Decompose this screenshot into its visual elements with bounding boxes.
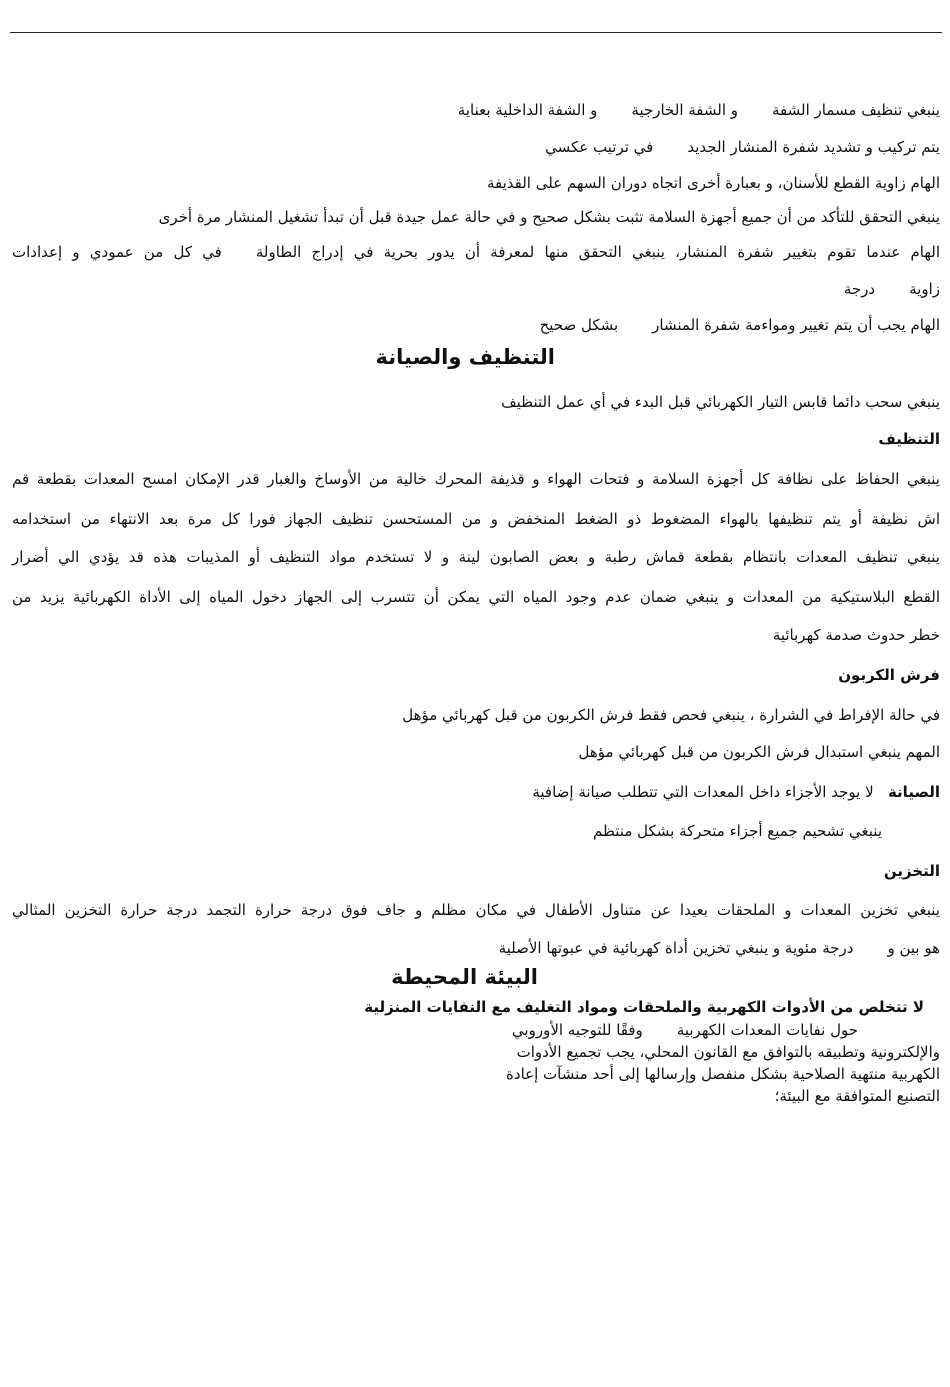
text-line: الهام عندما تقوم بتغيير شفرة المنشار، ينبغي التحقق منها لمعرفة أن يدور بحرية في إدراج الطاولةفي كل من عمودي و إعدادات bbox=[12, 243, 940, 261]
environment-warning: لا تتخلص من الأدوات الكهربية والملحقات ومواد التغليف مع النفايات المنزلية bbox=[364, 998, 924, 1016]
text-line: الهام زاوية القطع للأسنان، و بعبارة أخرى اتجاه دوران السهم على القذيفة bbox=[486, 174, 940, 192]
paragraph-line: القطع البلاستيكية من المعدات و ينبغي ضمان عدم وجود المياه التي يمكن أن تتسرب إلى الجهاز دخول المياه إلى الأداة الكهربائية يزيد من bbox=[12, 588, 940, 606]
header-rule bbox=[10, 32, 942, 33]
paragraph-line: ينبغي تنظيف المعدات بانتظام بقطعة قماش رطبة و بعض الصابون لينة و لا تستخدم مواد التنظيف أو المذيبات هذه قد يؤدي الي أضرار bbox=[12, 548, 940, 566]
text-line: المهم ينبغي استبدال فرش الكربون من قبل كهربائي مؤهل bbox=[578, 743, 940, 761]
text-line: ينبغي سحب دائما قابس التيار الكهربائي قبل البدء في أي عمل التنظيف bbox=[501, 393, 940, 411]
maintenance-label: الصيانة bbox=[887, 783, 940, 801]
text-line: الهام يجب أن يتم تغيير ومواءمة شفرة المنشاربشكل صحيح bbox=[539, 316, 940, 334]
paragraph-line: ينبغي الحفاظ على نظافة كل أجهزة السلامة و فتحات الهواء و قذيفة المحرك خالية من الأوساخ والغبار قدر الإمكان امسح المعدات بقطعة قم bbox=[12, 470, 940, 488]
text-line: حول نفايات المعدات الكهربيةوفقًا للتوجيه الأوروبي bbox=[511, 1021, 858, 1039]
text-line: زاويةدرجة bbox=[843, 280, 940, 298]
text-line: ينبغي تشحيم جميع أجزاء متحركة بشكل منتظم bbox=[593, 822, 882, 840]
text-line: في حالة الإفراط في الشرارة ، ينبغي فحص فقط فرش الكربون من قبل كهربائي مؤهل bbox=[402, 706, 940, 724]
text-line: ينبغي تخزين المعدات و الملحقات بعيدا عن متناول الأطفال في مكان مظلم و جاف فوق درجة حرارة التجمد درجة حرارة التخزين المثالي bbox=[12, 901, 940, 919]
subheading-storage: التخزين bbox=[883, 862, 940, 880]
section-heading-environment: البيئة المحيطة bbox=[391, 965, 538, 989]
section-heading-cleaning-maintenance: التنظيف والصيانة bbox=[375, 345, 555, 369]
text-line: ينبغي تنظيف مسمار الشفةو الشفة الخارجيةو الشفة الداخلية بعناية bbox=[457, 101, 940, 119]
text-line: هو بين ودرجة مئوية و ينبغي تخزين أداة كهربائية في عبوتها الأصلية bbox=[498, 939, 940, 957]
text-line: والإلكترونية وتطبيقه بالتوافق مع القانون المحلي، يجب تجميع الأدوات bbox=[516, 1043, 940, 1061]
paragraph-line: اش نظيفة أو يتم تنظيفها بالهواء المضغوط ذو الضغط المنخفض و من المستحسن تنظيف الجهاز فورا كل مرة بعد الانتهاء من استخدامه bbox=[12, 510, 940, 528]
text-line: التصنيع المتوافقة مع البيئة؛ bbox=[774, 1087, 940, 1105]
text-line: يتم تركيب و تشديد شفرة المنشار الجديدفي ترتيب عكسي bbox=[545, 138, 940, 156]
text-line: الكهربية منتهية الصلاحية بشكل منفصل وإرسالها إلى أحد منشآت إعادة bbox=[506, 1065, 940, 1083]
text-line: الصيانة لا يوجد الأجزاء داخل المعدات التي تتطلب صيانة إضافية bbox=[532, 783, 940, 801]
text-line: ينبغي التحقق للتأكد من أن جميع أجهزة السلامة تثبت بشكل صحيح و في حالة عمل جيدة قبل أن تبدأ تشغيل المنشار مرة أخرى bbox=[158, 208, 940, 226]
subheading-carbon-brushes: فرش الكربون bbox=[838, 666, 940, 684]
subheading-cleaning: التنظيف bbox=[878, 430, 940, 448]
paragraph-line: خطر حدوث صدمة كهربائية bbox=[772, 626, 940, 644]
